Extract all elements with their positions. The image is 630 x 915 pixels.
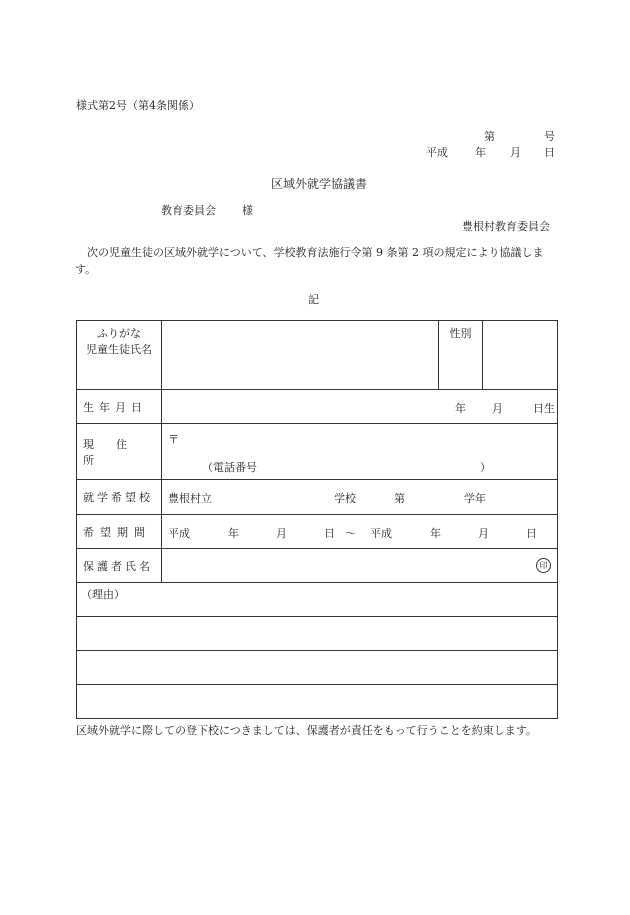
period-day-to: 日 <box>526 526 537 540</box>
furigana-label: ふりがな <box>97 327 141 340</box>
postal-mark: 〒 <box>168 432 179 446</box>
date-era: 平成 <box>426 146 448 159</box>
birthdate-field[interactable] <box>162 390 558 424</box>
gender-label: 性別 <box>439 321 483 390</box>
date-month-unit: 月 <box>510 146 521 159</box>
form-number: 様式第2号（第4条関係） <box>76 99 200 112</box>
row-address <box>77 424 558 480</box>
birthdate-label: 生年月日 <box>77 390 162 424</box>
period-month-to: 月 <box>478 526 489 540</box>
period-era-to: 平成 <box>370 526 392 540</box>
student-name-field[interactable] <box>162 321 439 390</box>
body-paragraph: 次の児童生徒の区域外就学について、学校教育法施行令第 9 条第 2 項の規定により協議します。 <box>75 246 544 276</box>
period-year-to: 年 <box>430 526 441 540</box>
reason-label: （理由） <box>77 583 558 617</box>
gender-field[interactable] <box>483 321 558 390</box>
address-field[interactable] <box>162 424 558 480</box>
address-label: 現住所 <box>83 437 149 467</box>
row-student-name <box>77 321 558 390</box>
grade-prefix: 第 <box>394 492 405 505</box>
birth-day-unit: 日生 <box>533 401 555 415</box>
row-reason-line-3 <box>77 685 558 719</box>
guardian-label: 保護者氏名 <box>77 549 162 583</box>
address-label-cell <box>77 424 162 480</box>
date-year-unit: 年 <box>475 146 486 159</box>
phone-close: ） <box>480 460 491 474</box>
school-label: 就学希望校 <box>77 480 162 515</box>
application-form-table <box>76 320 558 719</box>
period-label: 希望期間 <box>77 515 162 549</box>
period-day-from: 日 <box>324 526 335 540</box>
ki-mark: 記 <box>308 293 319 306</box>
sender-name: 豊根村教育委員会 <box>462 220 550 233</box>
reason-field-1[interactable] <box>77 617 558 651</box>
birth-year-unit: 年 <box>455 401 466 415</box>
row-reason-label <box>77 583 558 617</box>
row-reason-line-2 <box>77 651 558 685</box>
row-birthdate <box>77 390 558 424</box>
school-field[interactable] <box>162 480 558 515</box>
birth-month-unit: 月 <box>492 401 503 415</box>
row-period <box>77 515 558 549</box>
reason-field-2[interactable] <box>77 651 558 685</box>
reason-field-3[interactable] <box>77 685 558 719</box>
student-name-label: 児童生徒氏名 <box>86 343 152 356</box>
doc-number-prefix: 第 <box>484 130 495 143</box>
addressee-name: 教育委員会 <box>161 204 216 217</box>
student-name-label-cell <box>77 321 162 390</box>
guardian-field[interactable] <box>162 549 558 583</box>
period-era-from: 平成 <box>168 526 190 540</box>
date-day-unit: 日 <box>544 146 555 159</box>
period-month-from: 月 <box>276 526 287 540</box>
row-guardian <box>77 549 558 583</box>
row-school <box>77 480 558 515</box>
period-field[interactable] <box>162 515 558 549</box>
phone-open: （電話番号 <box>202 460 257 474</box>
grade-suffix: 学年 <box>464 492 486 505</box>
school-prefix: 豊根村立 <box>168 492 212 505</box>
addressee-honorific: 様 <box>242 204 253 217</box>
footer-statement: 区域外就学に際しての登下校につきましては、保護者が責任をもって行うことを約束します。 <box>76 724 537 737</box>
period-tilde: ～ <box>345 526 356 540</box>
school-suffix: 学校 <box>334 492 356 505</box>
period-year-from: 年 <box>228 526 239 540</box>
seal-icon: 印 <box>536 558 551 573</box>
doc-number-suffix: 号 <box>544 130 555 143</box>
row-reason-line-1 <box>77 617 558 651</box>
document-title: 区域外就学協議書 <box>271 177 368 191</box>
